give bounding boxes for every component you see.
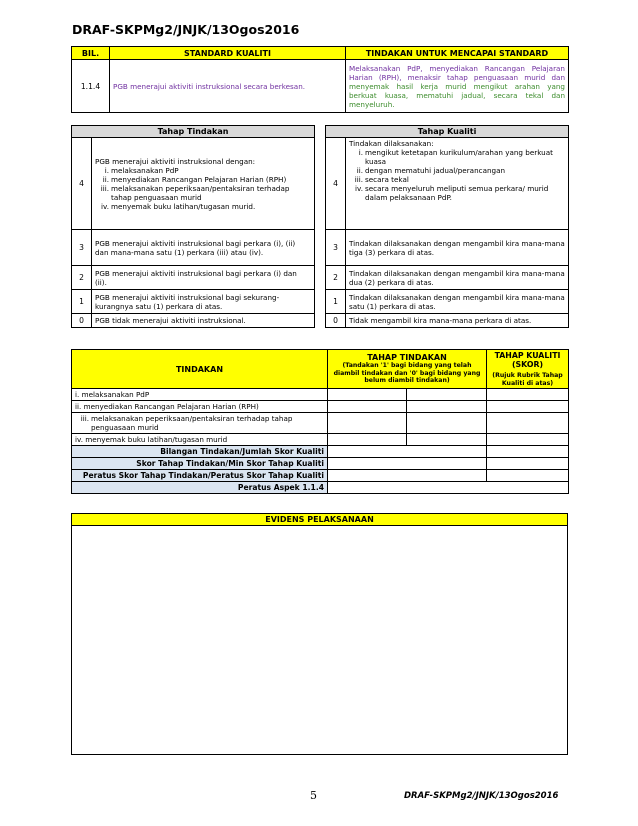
footer-code: DRAF-SKPMg2/JNJK/13Ogos2016 xyxy=(404,791,559,801)
level-3-tindakan: PGB menerajui aktiviti instruksional bagi perkara (i), (ii) dan mana-mana satu (1) perkara (iii) atau (iv). xyxy=(92,230,315,266)
score-row-2: ii. menyediakan Rancangan Pelajaran Harian (RPH) xyxy=(72,401,328,413)
level-3-kualiti: Tindakan dilaksanakan dengan mengambil kira mana-mana tiga (3) perkara di atas. xyxy=(346,230,569,266)
summary-peratus-aspek-value[interactable] xyxy=(328,482,569,494)
scoring-table xyxy=(71,349,569,494)
col-tindakan-score: TINDAKAN xyxy=(72,350,328,389)
summary-bilangan: Bilangan Tindakan/Jumlah Skor Kualiti xyxy=(72,446,328,458)
level-4-tindakan: PGB menerajui aktiviti instruksional dengan: i. melaksanakan PdP ii. menyediakan Rancangan Pelajaran Harian (RPH) iii. melaksanakan peperiksaan/pentaksiran terhadap tahap penguasaan murid iv. menyemak buku latihan/tugasan murid. xyxy=(92,138,315,230)
evidens-area[interactable] xyxy=(72,526,568,755)
score-cell-4c[interactable] xyxy=(487,434,569,446)
col-tahap-tindakan: Tahap Tindakan xyxy=(72,126,315,138)
summary-skor-tindakan[interactable] xyxy=(328,458,487,470)
evidens-title: EVIDENS PELAKSANAAN xyxy=(72,514,568,526)
summary-peratus-aspek: Peratus Aspek 1.1.4 xyxy=(72,482,328,494)
col-tindakan: TINDAKAN UNTUK MENCAPAI STANDARD xyxy=(346,47,569,60)
col-tahap-kualiti: Tahap Kualiti xyxy=(326,126,569,138)
score-row-4: iv. menyemak buku latihan/tugasan murid xyxy=(72,434,328,446)
level-3-left: 3 xyxy=(72,230,92,266)
score-cell-2a[interactable] xyxy=(328,401,407,413)
level-0-kualiti: Tidak mengambil kira mana-mana perkara di atas. xyxy=(346,314,569,328)
level-2-right: 2 xyxy=(326,266,346,290)
col-standard-kualiti: STANDARD KUALITI xyxy=(110,47,346,60)
score-cell-4b[interactable] xyxy=(407,434,487,446)
summary-skor: Skor Tahap Tindakan/Min Skor Tahap Kualiti xyxy=(72,458,328,470)
level-2-left: 2 xyxy=(72,266,92,290)
rubric-table xyxy=(71,125,569,328)
score-cell-4a[interactable] xyxy=(328,434,407,446)
standard-table xyxy=(71,46,569,113)
score-cell-1a[interactable] xyxy=(328,389,407,401)
level-4-right: 4 xyxy=(326,138,346,230)
standard-text: PGB menerajui aktiviti instruksional secara berkesan. xyxy=(110,60,346,113)
level-2-tindakan: PGB menerajui aktiviti instruksional bagi perkara (i) dan (ii). xyxy=(92,266,315,290)
score-row-1: i. melaksanakan PdP xyxy=(72,389,328,401)
evidence-table xyxy=(71,513,568,755)
level-2-kualiti: Tindakan dilaksanakan dengan mengambil kira mana-mana dua (2) perkara di atas. xyxy=(346,266,569,290)
score-cell-2c[interactable] xyxy=(487,401,569,413)
level-1-tindakan: PGB menerajui aktiviti instruksional bagi sekurang-kurangnya satu (1) perkara di atas. xyxy=(92,290,315,314)
level-1-left: 1 xyxy=(72,290,92,314)
col-tahap-tindakan-score: TAHAP TINDAKAN (Tandakan '1' bagi bidang yang telah diambil tindakan dan '0' bagi bidang yang belum diambil tindakan) xyxy=(328,350,487,389)
level-3-right: 3 xyxy=(326,230,346,266)
score-cell-3c[interactable] xyxy=(487,413,569,434)
summary-peratus-skor: Peratus Skor Tahap Tindakan/Peratus Skor Tahap Kualiti xyxy=(72,470,328,482)
summary-bilangan-tindakan[interactable] xyxy=(328,446,487,458)
level-0-tindakan: PGB tidak menerajui aktiviti instruksional. xyxy=(92,314,315,328)
level-0-left: 0 xyxy=(72,314,92,328)
summary-skor-kualiti[interactable] xyxy=(487,458,569,470)
col-bil: BIL. xyxy=(72,47,110,60)
score-row-3: iii. melaksanakan peperiksaan/pentaksiran terhadap tahap penguasaan murid xyxy=(72,413,328,434)
score-cell-3a[interactable] xyxy=(328,413,407,434)
level-0-right: 0 xyxy=(326,314,346,328)
page-number: 5 xyxy=(310,789,317,802)
score-cell-1b[interactable] xyxy=(407,389,487,401)
level-1-kualiti: Tindakan dilaksanakan dengan mengambil kira mana-mana satu (1) perkara di atas. xyxy=(346,290,569,314)
level-1-right: 1 xyxy=(326,290,346,314)
level-4-left: 4 xyxy=(72,138,92,230)
summary-peratus-kualiti[interactable] xyxy=(487,470,569,482)
tindakan-text: Melaksanakan PdP, menyediakan Rancangan Pelajaran Harian (RPH), menaksir tahap penguasaan murid dan menyemak hasil kerja murid mengikut arahan yang berkuat kuasa, mematuhi jadual, secara tekal dan menyeluruh. xyxy=(346,60,569,113)
col-tahap-kualiti-score: TAHAP KUALITI (SKOR) (Rujuk Rubrik Tahap Kualiti di atas) xyxy=(487,350,569,389)
summary-bilangan-kualiti[interactable] xyxy=(487,446,569,458)
score-cell-2b[interactable] xyxy=(407,401,487,413)
score-cell-3b[interactable] xyxy=(407,413,487,434)
level-4-kualiti: Tindakan dilaksanakan: i. mengikut ketetapan kurikulum/arahan yang berkuat kuasa ii. dengan mematuhi jadual/perancangan iii. secara tekal iv. secara menyeluruh meliputi semua perkara/ murid dalam pelaksanaan PdP. xyxy=(346,138,569,230)
score-cell-1c[interactable] xyxy=(487,389,569,401)
bil-value: 1.1.4 xyxy=(72,60,110,113)
summary-peratus-tindakan[interactable] xyxy=(328,470,487,482)
page-header-title: DRAF-SKPMg2/JNJK/13Ogos2016 xyxy=(72,22,300,37)
